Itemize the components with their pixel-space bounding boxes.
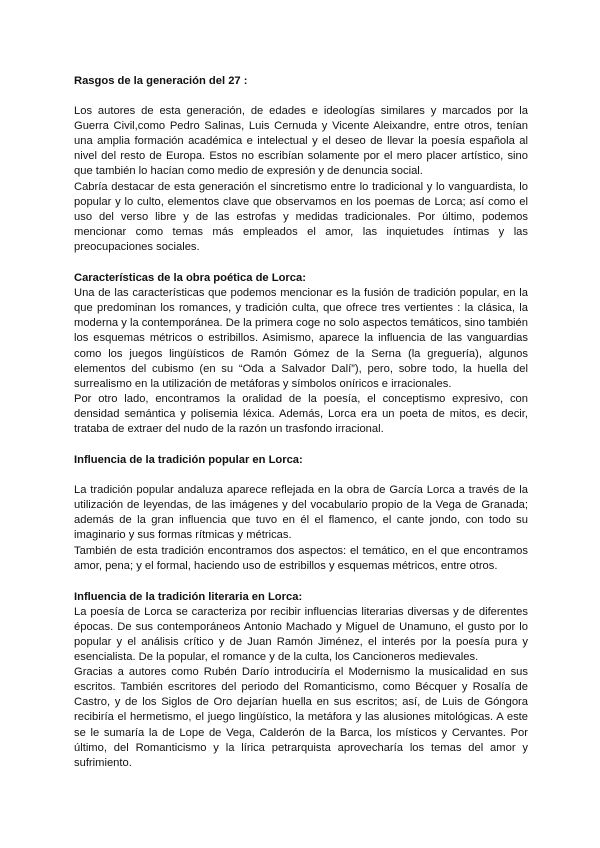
paragraph: Los autores de esta generación, de edades e ideologías similares y marcados por la Guerra Civil,como Pedro Salinas, Luis Cernuda y Vicente Aleixandre, entre otros, tenían una amplia formación académica e intelectual y el deseo de llevar la poesía española al nivel del resto de Europa. Estos no escribían solamente por el mero placer artístico, sino que también lo hacían como medio de expresión y de denuncia social. <box>74 105 528 178</box>
paragraph: Una de las características que podemos mencionar es la fusión de tradición popular, en la que predominan los romances, y tradición culta, que ofrece tres vertientes : la clásica, la moderna y la contemporánea. De la primera coge no solo aspectos temáticos, sino también los esquemas métricos o estribillos. Asimismo, aparece la influencia de las vanguardias como los juegos lingüísticos de Ramón Gómez de la Serna (la greguería), algunos elementos del cubismo (en su “Oda a Salvador Dalí”), pero, sobre todo, la huella del surrealismo en la utilización de metáforas y símbolos oníricos e irracionales. <box>74 287 528 390</box>
section-caracteristicas-lorca <box>74 271 528 437</box>
paragraph: También de esta tradición encontramos dos aspectos: el temático, en el que encontramos amor, pena; y el formal, haciendo uso de estribillos y esquemas métricos, entre otros. <box>74 544 528 572</box>
document-body <box>74 74 528 771</box>
paragraph: Por otro lado, encontramos la oralidad de la poesía, el conceptismo expresivo, con densidad semántica y polisemia léxica. Además, Lorca era un poeta de mitos, es decir, trataba de extraer del nudo de la razón un trasfondo irracional. <box>74 392 528 435</box>
paragraph: Cabría destacar de esta generación el sincretismo entre lo tradicional y lo vanguardista, lo popular y lo culto, elementos clave que observamos en los poemas de Lorca; así como el uso del verso libre y de las estrofas y medidas tradicionales. Por último, podemos mencionar como temas más empleados el amor, las inquietudes íntimas y las preocupaciones sociales. <box>74 180 528 253</box>
section-tradicion-literaria <box>74 590 528 771</box>
section-heading: Influencia de la tradición popular en Lorca: <box>74 454 303 467</box>
section-heading: Rasgos de la generación del 27 : <box>74 75 248 87</box>
paragraph: La tradición popular andaluza aparece reflejada en la obra de García Lorca a través de la utilización de leyendas, de las imágenes y del vocabulario propio de la Vega de Granada; además de la gran influencia que tuvo en él el flamenco, el cante jondo, con todo su imaginario y sus formas rítmicas y métricas. <box>74 484 528 542</box>
paragraph: Gracias a autores como Rubén Darío introduciría el Modernismo la musicalidad en sus escritos. También escritores del periodo del Romanticismo, como Bécquer y Rosalía de Castro, y de los Siglos de Oro dejarían huella en sus escritos; así, de Luis de Góngora recibiría el hermetismo, el juego lingüístico, la metáfora y las alusiones mitológicas. A este se le sumaría la de Lope de Vega, Calderón de la Barca, los místicos y Cervantes. Por último, del Romanticismo y la lírica petrarquista aprovecharía los temas del amor y sufrimiento. <box>74 666 528 769</box>
section-tradicion-popular <box>74 453 528 574</box>
section-rasgos-generacion-27 <box>74 74 528 255</box>
paragraph: La poesía de Lorca se caracteriza por recibir influencias literarias diversas y de diferentes épocas. De sus contemporáneos Antonio Machado y Miguel de Unamuno, el gusto por lo popular y el análisis crítico y de Juan Ramón Jiménez, el interés por la poesía pura y esencialista. De la popular, el romance y de la culta, los Cancioneros medievales. <box>74 605 528 664</box>
section-heading: Características de la obra poética de Lorca: <box>74 272 306 285</box>
section-heading: Influencia de la tradición literaria en Lorca: <box>74 590 303 603</box>
